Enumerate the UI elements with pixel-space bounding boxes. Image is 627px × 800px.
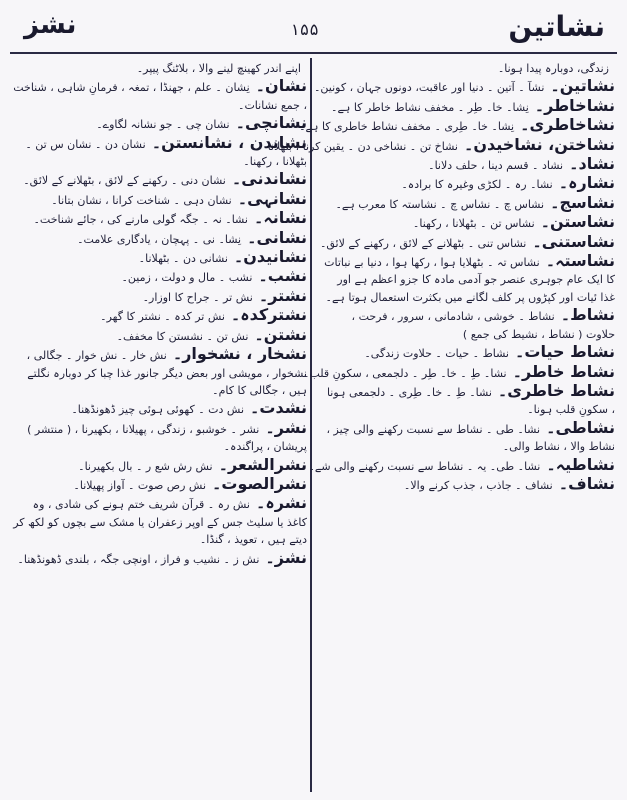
definition: نشا۔ نہ ۔ جگہ گولی مارنے کی ، جائے شناخت۔ (33, 213, 248, 227)
entry (10, 229, 309, 248)
entry (318, 213, 617, 232)
headword: نشاتین۔ (550, 76, 615, 96)
entry (299, 115, 617, 135)
headword: نشاستنی۔ (532, 231, 615, 251)
definition: نِشا۔ نی ۔ پہچان ، یادگاری علامت۔ (77, 232, 242, 246)
definition: نشا۔ طی ۔ نشاط سے نسبت رکھنے والی چیز ، نشاط والا ، نشاط والی۔ (326, 422, 615, 454)
definition: نش ز ۔ نشیب و فراز ، اونچی جگہ ، بلندی ڈھونڈھنا۔ (17, 552, 260, 566)
entry (10, 419, 309, 456)
entry (318, 233, 617, 252)
page-header (10, 8, 617, 54)
entry (10, 326, 309, 345)
headword: نشرالصوت۔ (212, 473, 307, 493)
headword: نشاسج۔ (550, 192, 615, 212)
definition: نشا۔ طِ ۔ خا۔ طِری ۔ دلجمعی ہونا ، سکونِ قلب ہونا۔ (326, 385, 615, 417)
headword: نشاختن، نشاخیدن۔ (463, 134, 615, 154)
entry (10, 170, 309, 189)
definition: نشاط ۔ خوشی ، شادمانی ، سرور ، فرحت ، حلاوت ( نشاط ، نشیط کی جمع ) (351, 310, 615, 341)
definition: نشاس چ ۔ نشاس چ ۔ نشاستہ کا معرب ہے۔ (335, 197, 545, 211)
entry (308, 454, 617, 475)
headword: نشب۔ (258, 266, 307, 286)
entry (318, 97, 617, 116)
headword: نشتن۔ (254, 324, 307, 344)
headword: نشز۔ (265, 547, 307, 567)
entry (10, 345, 309, 399)
definition: نشب ۔ مال و دولت ، زمین۔ (121, 271, 253, 285)
entry (10, 209, 309, 228)
definition: نش دت ۔ کھوئی ہوئی چیز ڈھونڈھنا۔ (71, 403, 245, 417)
entry (10, 475, 309, 494)
definition: نشا۔ رہ ۔ لکڑی وغیرہ کا برادہ۔ (401, 178, 553, 192)
headword: نشانہ۔ (253, 208, 307, 228)
headword: نشانہی۔ (237, 188, 307, 208)
definition: نشاف ۔ جاذب ، جذب کرنے والا۔ (403, 478, 553, 492)
column-divider (310, 58, 312, 792)
entry (10, 248, 309, 267)
definition: نش رص صوت ۔ آواز پھیلانا۔ (73, 478, 207, 492)
definition: نشان دنی ۔ رکھنے کے لائق ، بٹھلانے کے لائق۔ (23, 174, 226, 188)
headword: نشاندن ، نشانستن۔ (151, 132, 307, 152)
entry (318, 174, 617, 193)
definition: نِشا۔ خا۔ طِری ۔ مخفف نشاط خاطری کا ہے۔ (299, 120, 515, 134)
headword: نشاط۔ (560, 305, 615, 325)
headword: نشاخاطری۔ (520, 115, 615, 135)
definition: نش رش شع ر ۔ بال بکھیرنا۔ (78, 459, 213, 473)
definition: اپنے اندر کھینچ لینے والا ، بلاٹنگ پیپر۔ (136, 62, 301, 75)
headword: نشاط خاطر۔ (512, 361, 615, 381)
entry (318, 382, 617, 419)
headword: نشاط حیات۔ (514, 342, 615, 362)
page-number: ۱۵۵ (290, 20, 319, 39)
definition: نش رہ ۔ قرآن شریف ختم ہونے کی شادی ، وہ کاغذ یا سلیٹ جس کے اوپر زعفران یا مشک سے بچوں کو لکھ کر دیتے ہیں ، تعویذ ، گنڈا۔ (13, 498, 307, 547)
entry (313, 76, 617, 96)
headword: نشاستن۔ (540, 212, 615, 232)
headword: نشر۔ (265, 417, 307, 437)
headword: نشتر۔ (258, 285, 307, 305)
definition: نشان دن ۔ نشان س تن ۔ بٹھلانا ، رکھنا۔ (25, 137, 307, 169)
definition: نِشان ۔ علم ، جھنڈا ، تمغہ ، فرمانِ شاہی ، شناخت ، جمع نشانات۔ (13, 81, 307, 112)
headword: نشاستہ۔ (545, 251, 615, 271)
entry (318, 58, 617, 77)
definition: نشاس تن ۔ بٹھلانا ، رکھنا۔ (412, 217, 535, 231)
definition: نشاط ۔ حیات ۔ حلاوت زندگی۔ (364, 347, 509, 361)
headword: نشاخاطر۔ (534, 95, 615, 115)
entry (318, 194, 617, 213)
definition: نشا۔ طِ ۔ خا۔ طِر ۔ دلجمعی ، سکونِ قلب۔ (303, 366, 507, 380)
entry (10, 456, 309, 475)
entry (318, 155, 617, 174)
definition: نشاد ۔ قسم دینا ، حلف دلانا۔ (428, 159, 564, 173)
headword: نشدت۔ (250, 398, 307, 418)
entry (10, 399, 309, 418)
entry (318, 306, 617, 343)
columns (10, 58, 617, 792)
definition: نشاخ تن ۔ نشاخی دن ۔ یقین کرنا ، بٹھلانا (267, 139, 458, 153)
definition: نشا۔ طی۔ یہ ۔ نشاط سے نسبت رکھنے والی شے۔ (308, 459, 541, 473)
entry (10, 267, 309, 286)
definition: نِشا۔ خا۔ طِر ۔ مخفف نشاط خاطر کا ہے۔ (331, 100, 529, 114)
headword: نشاف۔ (558, 473, 615, 493)
headword: نشاندنی۔ (231, 169, 307, 189)
definition: نشآ ۔ آتین ۔ دنیا اور عاقبت، دونوں جہان ، کونین۔ (313, 81, 545, 95)
definition: نشر ۔ خوشبو ، زندگی ، پھیلانا ، بکھیرنا ، ( منتشر ) پریشان ، پراگندہ۔ (27, 422, 307, 454)
headword: نشاط خاطری۔ (497, 380, 615, 400)
definition: زندگی، دوبارہ پیدا ہونا۔ (497, 62, 609, 75)
headword: نشاطیہ۔ (546, 454, 615, 474)
definition: نشاس تنی ۔ بٹھلانے کے لائق ، رکھنے کے لائق۔ (319, 236, 527, 250)
entry (267, 134, 617, 155)
definition: نشاس تہ ۔ بٹھلایا ہوا ، رکھا ہوا ، دنیا بے نباتات کا ایک عام جوہری عنصر جو آدمی مادہ کا جزو اعظم ہے اور غذا ئیات اور کپڑوں پر کلف لگانے میں بکثرت استعمال ہوتا ہے۔ (324, 256, 615, 304)
entry (318, 419, 617, 456)
entry (10, 190, 309, 209)
headword: نشانچی۔ (235, 113, 307, 133)
headword: نشترکدہ۔ (230, 305, 307, 325)
definition: نش تر ۔ جراح کا اوزار۔ (142, 290, 253, 304)
definition: نشان چی ۔ جو نشانہ لگاوے۔ (96, 118, 230, 132)
entry (10, 287, 309, 306)
entry (318, 343, 617, 362)
definition: نش تر کدہ ۔ نشتر کا گھر۔ (100, 310, 225, 324)
entry (10, 114, 309, 133)
headword: نشارہ۔ (558, 173, 615, 193)
header-first-word: نشاتین (508, 10, 605, 43)
entry (318, 252, 617, 306)
headword: نشاطی۔ (546, 417, 615, 437)
definition: نشانی دن ۔ بٹھلانا۔ (138, 252, 228, 266)
headword: نشرالشعر۔ (218, 454, 307, 474)
definition: نش تن ۔ نشستن کا مخفف۔ (116, 329, 249, 343)
headword: نشخار ، نشخوار۔ (172, 344, 307, 364)
entry (318, 475, 617, 494)
entry (10, 77, 309, 114)
headword: نشانیدن۔ (233, 247, 307, 267)
entry (303, 361, 617, 382)
entry (10, 134, 309, 171)
definition: نش خار ۔ نش خوار ۔ جگالی ، نشخوار ، مویشی اور بعض دیگر جانور غذا چبا کر دوبارہ نگلتے ہیں ، جگالی کا کام۔ (26, 349, 307, 397)
entry (10, 306, 309, 325)
left-column (10, 58, 309, 792)
headword: نشان۔ (255, 76, 307, 96)
entry (10, 494, 309, 548)
definition: نشان دہی ۔ شناخت کرانا ، نشان بتانا۔ (51, 193, 232, 207)
headword: نشاد۔ (569, 154, 615, 174)
header-last-word: نشز (24, 10, 77, 40)
entry (10, 549, 309, 568)
headword: نشرہ۔ (256, 493, 307, 513)
headword: نشانی۔ (247, 227, 307, 247)
entry (10, 58, 309, 77)
